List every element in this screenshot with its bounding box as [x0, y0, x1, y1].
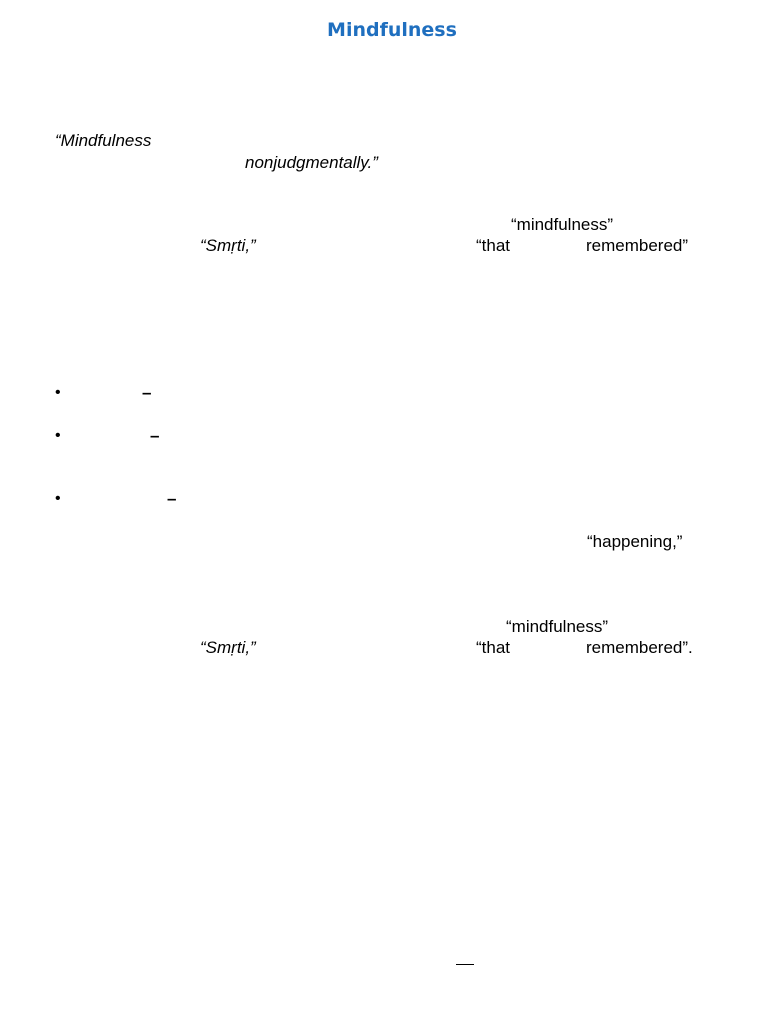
term-happening: “happening,”	[587, 532, 683, 551]
footer-rule	[456, 964, 474, 965]
term-mindfulness-repeat: “mindfulness”	[506, 617, 609, 636]
term-remembered-repeat: remembered”.	[586, 638, 693, 657]
term-mindfulness: “mindfulness”	[511, 215, 614, 234]
bullet-marker-2: •	[55, 427, 61, 444]
bullet-dash-2: –	[150, 426, 160, 445]
bullet-dash-1: –	[142, 383, 152, 402]
bullet-marker-1: •	[55, 384, 61, 401]
page-title: Mindfulness	[327, 19, 457, 41]
bullet-marker-3: •	[55, 490, 61, 507]
term-that: “that	[476, 236, 511, 255]
quote-closing-word: nonjudgmentally.”	[245, 153, 378, 172]
bullet-dash-3: –	[167, 489, 177, 508]
term-that-repeat: “that	[476, 638, 511, 657]
term-smrti: “Smṛti,”	[200, 236, 256, 255]
term-remembered: remembered”	[586, 236, 689, 255]
term-smrti-repeat: “Smṛti,”	[200, 638, 256, 657]
quote-opening-word: “Mindfulness	[55, 131, 152, 150]
